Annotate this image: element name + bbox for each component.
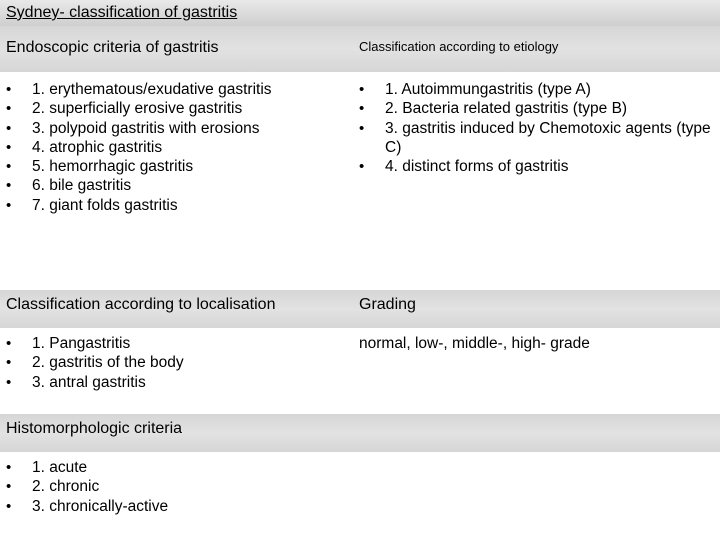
grading-header: Grading	[359, 296, 416, 313]
list-item: • 2. Bacteria related gastritis (type B)	[359, 99, 713, 118]
etiology-header: Classification according to etiology	[359, 39, 559, 54]
content-block-2	[0, 328, 720, 414]
list-item: • 1. erythematous/exudative gastritis	[6, 80, 346, 99]
list-item: • 3. gastritis induced by Chemotoxic agents (type C)	[359, 119, 713, 158]
list-item: • 2. superficially erosive gastritis	[6, 99, 346, 118]
list-item: • 6. bile gastritis	[6, 176, 346, 195]
content-block-3	[0, 452, 720, 540]
list-item: • 2. chronic	[6, 477, 346, 496]
localisation-header: Classification according to localisation	[6, 296, 276, 313]
list-item: • 4. atrophic gastritis	[6, 138, 346, 157]
header-band-1	[0, 26, 720, 72]
grading-text: normal, low-, middle-, high- grade	[359, 335, 590, 352]
list-item: • 1. Autoimmungastritis (type A)	[359, 80, 713, 99]
list-item: • 2. gastritis of the body	[6, 353, 346, 372]
title-bar	[0, 0, 720, 26]
etiology-list	[359, 80, 713, 176]
list-item: • 1. acute	[6, 458, 346, 477]
list-item: • 5. hemorrhagic gastritis	[6, 157, 346, 176]
page-title: Sydney- classification of gastritis	[6, 4, 238, 21]
histomorphologic-header: Histomorphologic criteria	[6, 420, 183, 437]
list-item: • 1. Pangastritis	[6, 334, 346, 353]
list-item: • 3. chronically-active	[6, 497, 346, 516]
endoscopic-header: Endoscopic criteria of gastritis	[6, 39, 219, 56]
list-item: • 3. polypoid gastritis with erosions	[6, 119, 346, 138]
list-item: • 4. distinct forms of gastritis	[359, 157, 713, 176]
content-block-1	[0, 72, 720, 290]
endoscopic-list	[6, 80, 346, 215]
list-item: • 3. antral gastritis	[6, 373, 346, 392]
header-band-3	[0, 414, 720, 452]
header-band-2	[0, 290, 720, 328]
histomorphologic-list	[6, 458, 346, 516]
localisation-list	[6, 334, 346, 392]
list-item: • 7. giant folds gastritis	[6, 196, 346, 215]
